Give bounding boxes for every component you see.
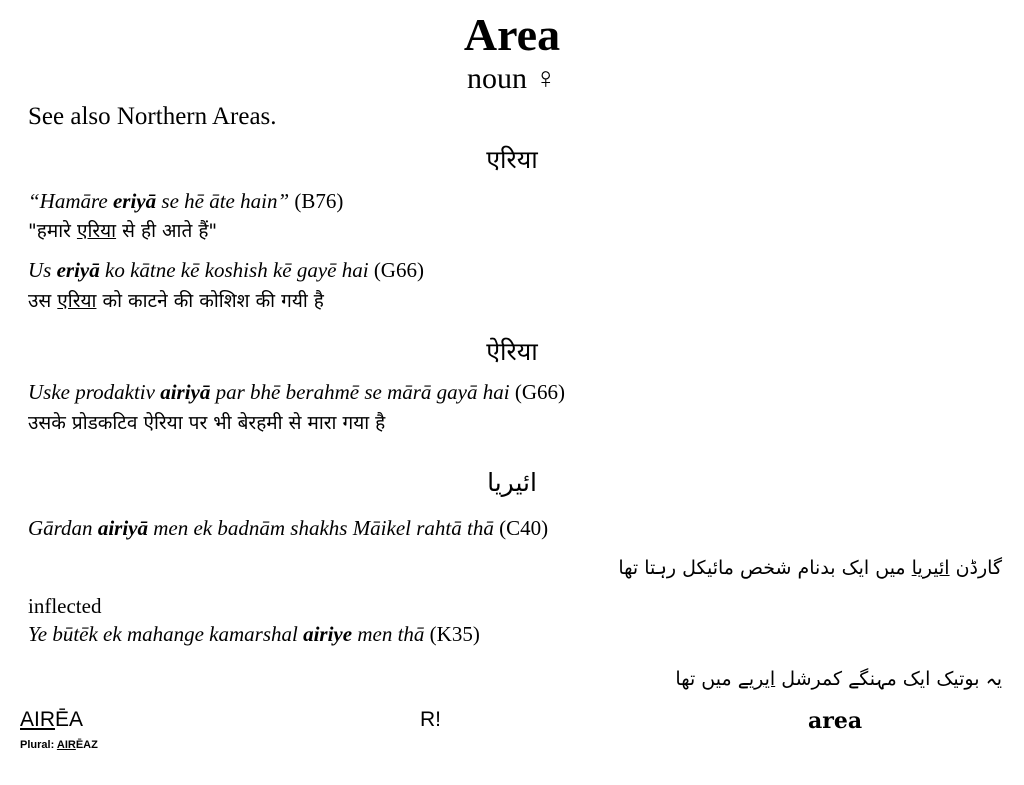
headword: Area (463, 9, 561, 60)
gothic-spelling: area (808, 708, 863, 734)
example-urdu: گارڈن ائیریا میں ایک بدنام شخص مائیکل رہتا تھا (618, 557, 1002, 579)
pronunciation-marker: R! (420, 708, 441, 731)
inflected-label: inflected (28, 594, 102, 618)
example-source: (B76) (289, 189, 344, 213)
example-romanized-inflected: Ye būtēk ek mahange kamarshal airiye men thā (K35) (28, 622, 480, 646)
example-devanagari: उस एरिया को काटने की कोशिश की गयी है (28, 290, 324, 312)
example-urdu-inflected: یہ بوتیک ایک مہنگے کمرشل ایریے میں تھا (675, 668, 1002, 690)
pronunciation: AIRĒA (20, 708, 84, 731)
example-source: (G66) (509, 380, 565, 404)
example-devanagari: उसके प्रोडकटिव ऐरिया पर भी बेरहमी से मारा गया है (28, 412, 386, 434)
example-romanized: Uske prodaktiv airiyā par bhē berahmē se mārā gayā hai (G66) (28, 380, 565, 404)
example-romanized: “Hamāre eriyā se hē āte hain” (B76) (28, 189, 344, 213)
see-also-note: See also Northern Areas. (28, 103, 277, 130)
plural-form: Plural: AIRĒAZ (20, 739, 98, 751)
part-of-speech: noun ♀ (467, 62, 557, 95)
example-romanized: Gārdan airiyā men ek badnām shakhs Māikel rahtā thā (C40) (28, 516, 549, 540)
section-heading-urdu: ائیریا (487, 468, 537, 497)
section-heading-devanagari-2: ऐरिया (486, 337, 538, 366)
example-romanized: Us eriyā ko kātne kē koshish kē gayē hai (G66) (28, 258, 424, 282)
example-source: (G66) (368, 258, 424, 282)
section-heading-devanagari-1: एरिया (486, 145, 538, 174)
example-source: (C40) (493, 516, 549, 540)
example-devanagari: "हमारे एरिया से ही आते हैं" (28, 220, 218, 242)
example-source: (K35) (424, 622, 480, 646)
